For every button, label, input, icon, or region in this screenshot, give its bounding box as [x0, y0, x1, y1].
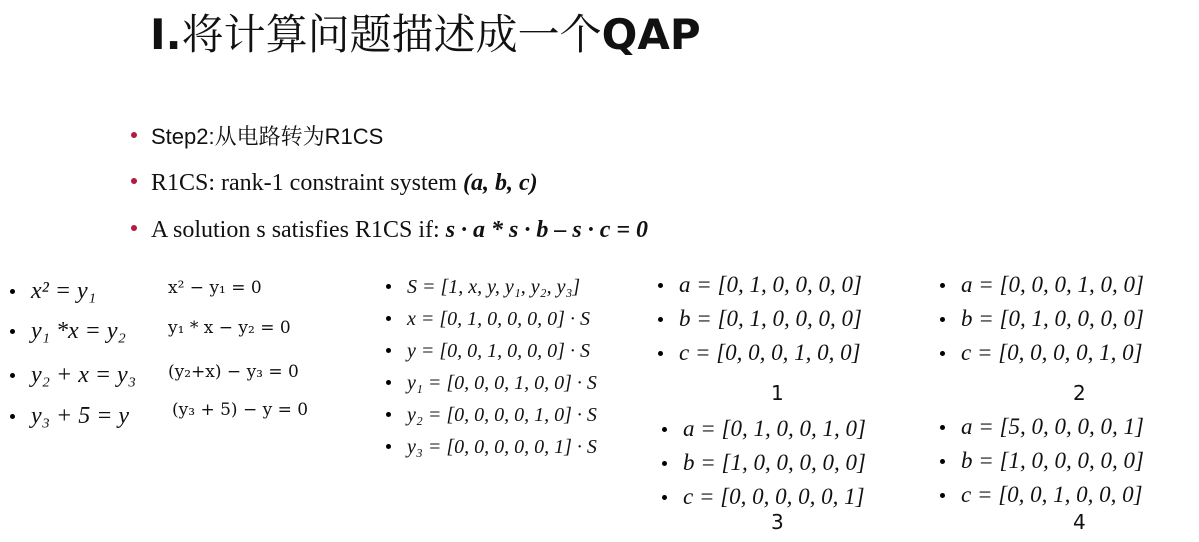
slide-title [150, 2, 701, 62]
bullet-icon [386, 284, 391, 289]
bullet-icon [386, 380, 391, 385]
constraint-rhs: x² − y₁ = 0 [168, 278, 262, 298]
bullet-text: A solution s satisfies R1CS if: [151, 217, 446, 243]
bullet-icon [658, 351, 663, 356]
gate2-b [940, 306, 1144, 332]
witness-row [386, 372, 597, 395]
witness-row [386, 436, 597, 459]
bullet-icon [386, 444, 391, 449]
constraint-lhs: y₂ + x = y₃ [31, 362, 137, 388]
title-text: 将计算问题描述成一个 [181, 10, 602, 59]
constraint-row [10, 362, 136, 389]
constraint-lhs: y₁ *x = y₂ [31, 318, 126, 344]
witness-row [386, 404, 597, 427]
constraint-rhs: y₁ * x − y₂ = 0 [168, 318, 291, 338]
bullet-solution-condition [131, 217, 648, 244]
gate2-label: 2 [1073, 381, 1086, 405]
constraint-row [10, 278, 96, 305]
bullet-icon [386, 316, 391, 321]
constraint-row [10, 403, 129, 430]
vector-text: a = [0, 1, 0, 0, 0, 0] [679, 272, 862, 297]
bullet-icon [386, 348, 391, 353]
witness-text: S = [1, x, y, y₁, y₂, y₃] [407, 276, 581, 298]
witness-row [386, 276, 580, 299]
vector-text: c = [0, 0, 0, 0, 1, 0] [961, 340, 1143, 365]
gate1-c [658, 340, 861, 366]
witness-text: x = [0, 1, 0, 0, 0, 0] · S [407, 308, 590, 330]
title-number: I. [150, 10, 182, 59]
vector-text: c = [0, 0, 0, 1, 0, 0] [679, 340, 861, 365]
constraint-rhs: (y₂+x) − y₃ = 0 [168, 362, 299, 382]
gate3-a [662, 416, 866, 442]
bullet-icon [658, 283, 663, 288]
vector-text: b = [1, 0, 0, 0, 0, 0] [961, 448, 1144, 473]
bullet-icon [940, 425, 945, 430]
vector-text: b = [0, 1, 0, 0, 0, 0] [961, 306, 1144, 331]
title-qap: QAP [601, 10, 701, 59]
bullet-icon [10, 373, 15, 378]
vector-text: a = [0, 0, 0, 1, 0, 0] [961, 272, 1144, 297]
witness-row [386, 340, 590, 363]
vector-text: c = [0, 0, 0, 0, 0, 1] [683, 484, 865, 509]
bullet-icon [386, 412, 391, 417]
bullet-icon [131, 178, 137, 184]
vector-text: b = [0, 1, 0, 0, 0, 0] [679, 306, 862, 331]
vector-text: a = [5, 0, 0, 0, 0, 1] [961, 414, 1144, 439]
gate1-a [658, 272, 862, 298]
bullet-icon [658, 317, 663, 322]
bullet-icon [10, 414, 15, 419]
bullet-icon [662, 427, 667, 432]
gate3-label: 3 [771, 510, 784, 534]
gate1-b [658, 306, 862, 332]
bullet-icon [662, 461, 667, 466]
constraint-lhs: y₃ + 5 = y [31, 403, 130, 429]
constraint-row [10, 318, 126, 345]
gate4-label: 4 [1073, 510, 1086, 534]
witness-row [386, 308, 590, 331]
gate2-c [940, 340, 1143, 366]
bullet-icon [10, 329, 15, 334]
witness-text: y = [0, 0, 1, 0, 0, 0] · S [407, 340, 590, 362]
gate2-a [940, 272, 1144, 298]
bullet-icon [10, 289, 15, 294]
vector-text: a = [0, 1, 0, 0, 1, 0] [683, 416, 866, 441]
bullet-text: Step2:从电路转为R1CS [151, 124, 384, 149]
constraint-rhs: (y₃ + 5) − y = 0 [172, 400, 309, 420]
bullet-step2 [131, 120, 383, 151]
gate1-label: 1 [771, 381, 784, 405]
witness-text: y₁ = [0, 0, 0, 1, 0, 0] · S [407, 372, 597, 394]
gate4-c [940, 482, 1143, 508]
bullet-icon [131, 225, 137, 231]
bullet-icon [940, 493, 945, 498]
vector-text: b = [1, 0, 0, 0, 0, 0] [683, 450, 866, 475]
bullet-icon [940, 317, 945, 322]
bullet-emphasis: (a, b, c) [462, 170, 538, 196]
bullet-text: R1CS: rank-1 constraint system [151, 170, 463, 196]
bullet-r1cs-definition [131, 170, 538, 197]
gate4-a [940, 414, 1144, 440]
gate4-b [940, 448, 1144, 474]
bullet-icon [131, 132, 137, 138]
witness-text: y₂ = [0, 0, 0, 0, 1, 0] · S [407, 404, 597, 426]
witness-text: y₃ = [0, 0, 0, 0, 0, 1] · S [407, 436, 597, 458]
bullet-icon [662, 495, 667, 500]
bullet-emphasis: s · a * s · b – s · c = 0 [445, 217, 649, 243]
bullet-icon [940, 459, 945, 464]
bullet-icon [940, 283, 945, 288]
constraint-lhs: x² = y₁ [31, 278, 97, 304]
vector-text: c = [0, 0, 1, 0, 0, 0] [961, 482, 1143, 507]
gate3-b [662, 450, 866, 476]
bullet-icon [940, 351, 945, 356]
gate3-c [662, 484, 865, 510]
